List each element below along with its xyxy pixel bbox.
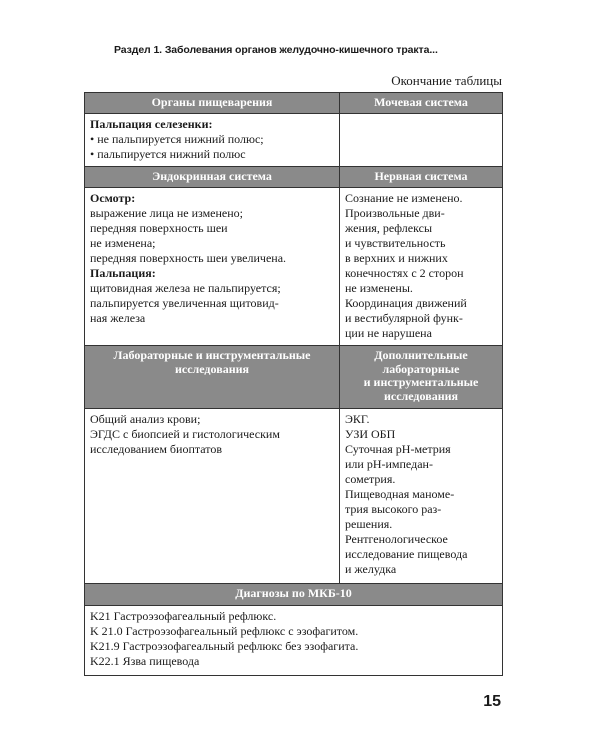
spleen-cell <box>85 114 340 167</box>
nervous-header: Нервная система <box>340 167 503 188</box>
text-line: пальпируется увеличенная щитовид- <box>90 296 279 310</box>
text-line: трия высокого раз- <box>345 502 442 516</box>
header-line: исследования <box>174 361 250 376</box>
text-line: ции не нарушена <box>345 326 432 340</box>
diagnosis-line: K 21.0 Гастроэзофагеальный рефлюкс с эзофагитом. <box>90 624 359 638</box>
text-line: Суточная pH-метрия <box>345 442 451 456</box>
table-row <box>85 346 503 409</box>
text-line: ная железа <box>90 311 146 325</box>
table-row <box>85 188 503 346</box>
digestive-header: Органы пищеварения <box>85 93 340 114</box>
text-line: исследованием биоптатов <box>90 442 223 456</box>
text-line: Произвольные дви- <box>345 206 445 220</box>
text-line: и желудка <box>345 562 397 576</box>
running-head: Раздел 1. Заболевания органов желудочно-кишечного тракта... <box>114 44 438 56</box>
text-line: передняя поверхность шеи <box>90 221 228 235</box>
text-line: УЗИ ОБП <box>345 427 396 441</box>
text-line: конечностях с 2 сторон <box>345 266 464 280</box>
urinary-header: Мочевая система <box>340 93 503 114</box>
clinical-table <box>84 92 503 676</box>
header-line: лабораторные <box>382 361 460 376</box>
endocrine-cell <box>85 188 340 346</box>
text-line: передняя поверхность шеи увеличена. <box>90 251 287 265</box>
spleen-title: Пальпация селезенки: <box>90 117 213 131</box>
exam-title: Осмотр: <box>90 191 136 205</box>
lab-cell <box>85 409 340 584</box>
header-line: Лабораторные и инструментальные <box>113 348 311 362</box>
diagnoses-header: Диагнозы по МКБ-10 <box>85 584 503 606</box>
diagnoses-cell <box>85 606 503 676</box>
table-row <box>85 93 503 114</box>
lab-header <box>85 346 340 409</box>
palpation-title: Пальпация: <box>90 266 156 280</box>
table-row <box>85 606 503 676</box>
additional-header <box>340 346 503 409</box>
text-line: в верхних и нижних <box>345 251 448 265</box>
diagnosis-line: K21.9 Гастроэзофагеальный рефлюкс без эзофагита. <box>90 639 359 653</box>
text-line: Координация движений <box>345 296 467 310</box>
text-line: и чувствительность <box>345 236 446 250</box>
text-line: жения, рефлексы <box>345 221 433 235</box>
diagnosis-line: K21 Гастроэзофагеальный рефлюкс. <box>90 609 277 623</box>
text-line: решения. <box>345 517 393 531</box>
page-number: 15 <box>483 693 501 710</box>
table-row <box>85 409 503 584</box>
text-line: исследование пищевода <box>345 547 468 561</box>
text-line: ЭКГ. <box>345 412 370 426</box>
table-row <box>85 167 503 188</box>
diagnosis-line: K22.1 Язва пищевода <box>90 654 200 668</box>
text-line: Сознание не изменено. <box>345 191 463 205</box>
text-line: щитовидная железа не пальпируется; <box>90 281 281 295</box>
text-line: Рентгенологическое <box>345 532 448 546</box>
header-line: Дополнительные <box>374 348 468 362</box>
table-row <box>85 114 503 167</box>
additional-cell <box>340 409 503 584</box>
header-line: исследования <box>383 388 459 403</box>
text-line: не изменены. <box>345 281 413 295</box>
endocrine-header: Эндокринная система <box>85 167 340 188</box>
text-line: или pH-импедан- <box>345 457 433 471</box>
urinary-cell <box>340 114 503 167</box>
text-line: не изменена; <box>90 236 156 250</box>
text-line: сометрия. <box>345 472 396 486</box>
nervous-cell <box>340 188 503 346</box>
text-line: ЭГДС с биопсией и гистологическим <box>90 427 280 441</box>
table-row <box>85 584 503 606</box>
text-line: Пищеводная маноме- <box>345 487 455 501</box>
header-line: и инструментальные <box>363 375 479 389</box>
list-item: • пальпируется нижний полюс <box>90 147 334 162</box>
table-continued-label: Окончание таблицы <box>391 73 502 88</box>
text-line: Общий анализ крови; <box>90 412 201 426</box>
text-line: и вестибулярной функ- <box>345 311 463 325</box>
list-item: • не пальпируется нижний полюс; <box>90 132 334 147</box>
text-line: выражение лица не изменено; <box>90 206 244 220</box>
